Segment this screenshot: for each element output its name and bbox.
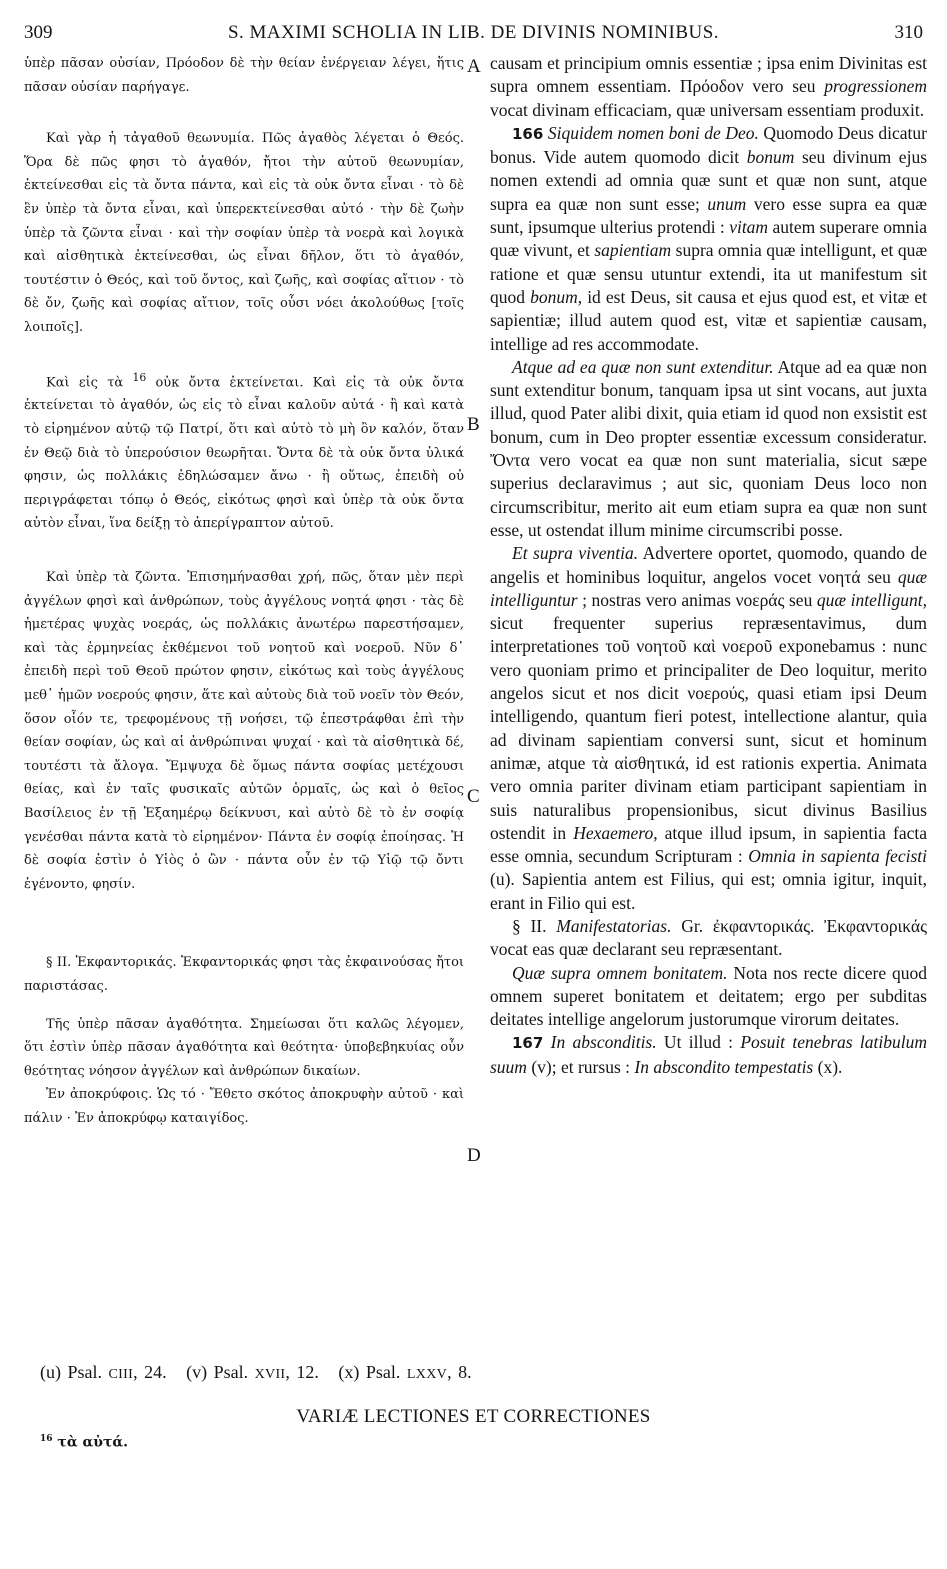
latin-text: ; nostras vero animas (577, 589, 736, 610)
latin-paragraph (490, 962, 927, 1032)
latin-text: supra omnia quæ intelligunt, et quæ ratione et quæ sensu utuntur extendi, ita ut manifestum sit quod (490, 240, 928, 307)
greek-term: νοερούς, (687, 683, 749, 704)
running-header (24, 22, 923, 48)
latin-text: Advertere oportet, quomodo, quando de angelis et hominibus loquitur, angelos vocet (490, 543, 928, 587)
latin-text: Gr. (671, 915, 713, 936)
margin-letter-c: C (467, 786, 480, 807)
latin-text: Nota nos recte dicere quod omnem superet bonitatem et deitatem; ergo per subditas deitates intellige angelorum justorumque virorum deitates. (490, 962, 928, 1030)
greek-term: τὰ αἰσθητικά, (591, 752, 690, 773)
reference-verse: , 12. (285, 1362, 319, 1382)
latin-text: vocat eas quæ declarant seu repræsentant. (490, 939, 783, 960)
latin-text: seu (784, 589, 817, 610)
greek-term: Ὄντα (490, 450, 530, 471)
greek-term: ἐκφαντορικάς. Ἐκφαντορικάς (712, 915, 928, 936)
latin-text: Ut illud : (656, 1032, 741, 1053)
latin-paragraph (490, 122, 927, 356)
latin-italic: In absconditis. (550, 1032, 657, 1053)
latin-text: atque illud ipsum, in sapientia facta esse omnia, secundum Scripturam : (490, 822, 927, 867)
greek-term: τοῦ νοητοῦ καὶ νοεροῦ (605, 636, 773, 657)
latin-text: seu divinum ejus nomen extendi ad omnia quæ sunt et quæ non sunt, atque supra ea quæ non sunt esse; (490, 147, 928, 214)
reference-u (40, 1362, 167, 1382)
latin-text: autem superare omnia quæ vivunt, et (490, 217, 927, 261)
latin-italic: Siquidem nomen boni de Deo. (547, 122, 759, 143)
variae-title: VARIÆ LECTIONES ET CORRECTIONES (296, 1406, 651, 1427)
reference-label: (v) Psal. (186, 1362, 255, 1382)
margin-letter-b: B (467, 414, 480, 435)
latin-paragraph (490, 356, 927, 542)
greek-term: νοεράς (735, 589, 785, 610)
page-number-left: 309 (24, 22, 53, 43)
latin-italic: Atque ad ea quæ non sunt extenditur. (512, 356, 774, 377)
latin-italic: bonum, (530, 286, 583, 307)
reference-numeral: CIII (108, 1366, 134, 1382)
footnote-marker: 16 (132, 370, 147, 384)
reference-label: (u) Psal. (40, 1362, 109, 1382)
running-title: S. MAXIMI SCHOLIA IN LIB. DE DIVINIS NOMINIBUS. (227, 22, 720, 43)
latin-text: (u). Sapientia antem est Filius, qui est; omnia igitur, inquit, erant in Filio qui est. (490, 869, 927, 913)
latin-italic: Manifestatorias. (556, 915, 672, 936)
greek-paragraph: Καὶ γὰρ ἡ τἀγαθοῦ θεωνυμία. Πῶς ἀγαθὸς λέγεται ὁ Θεός. Ὅρα δὲ πῶς φησι τὸ ἀγαθόν, ἤτοι τὴν αὐτοῦ θεωνυμίαν, ἐκτείνεσθαι εἰς τὰ ὄντα πάντα, καὶ εἰς τὰ οὐκ ὄντα εἶναι · τὸ δὲ ἓν ὑπὲρ τὰ ὄντα εἶναι, καὶ ὑπερεκτείνεσθαι αὐτό · τὴν δὲ ζωὴν ὑπὲρ τὰ ζῶντα εἶναι · καὶ τὴν σοφίαν ὑπὲρ τὰ νοερὰ καὶ λογικὰ καὶ αἰσθητικὰ ἐκτείνεσθαι, ὡς εἶναι δῆλον, ὅτι τὸ ἀγαθόν, τουτέστιν ὁ Θεός, καὶ τοῦ ὄντος, καὶ ζωῆς, καὶ σοφίας αἴτιον · τὸ δὲ ὄν, ζωῆς καὶ σοφίας αἴτιον, τοῖς οὖσι νόει ἀκολούθως [τοῖς λοιποῖς]. (24, 131, 464, 335)
latin-italic: quæ intelliguntur (490, 566, 927, 610)
latin-italic: bonum (746, 147, 795, 168)
greek-paragraph: Ἐν ἀποκρύφοις. Ὡς τό · Ἔθετο σκότος ἀποκρυφὴν αὐτοῦ · καὶ πάλιν · Ἐν ἀποκρύφῳ καταιγίδος. (24, 1087, 464, 1126)
latin-italic: unum (707, 193, 747, 214)
margin-letter-d: D (467, 1145, 481, 1166)
latin-text: causam et principium omnis essentiæ ; ipsa enim Divinitas est supra omnem essentiam. (490, 53, 927, 97)
latin-italic: progressionem (824, 76, 927, 97)
latin-paragraph (490, 52, 927, 122)
latin-text: (x). (813, 1056, 843, 1077)
variae-text: τὰ αὐτά. (52, 1434, 129, 1451)
greek-text: οὐκ ὄντα ἐκτείνεται. Καὶ εἰς τὰ οὐκ ὄντα ἐκτείνεται τὸ ἀγαθόν, ὡς εἰς τὸ εἶναι καλοῦν αὐτά · ἢ καὶ κατὰ τὸ εἰρημένον αὐτῷ τῷ Πατρί, ὅτι καὶ αὐτὸ τὸ μὴ ὂν καλόν, ὅταν ἐν Θεῷ διὰ τὸ ὑπερούσιον θεωρῆται. Ὄντα δὲ τὰ οὐκ ὄντα ὑλικά φησιν, ὡς πολλάκις ἐδηλώσαμεν ἄνω · ἢ οὕτως, ἐπειδὴ οὐ περιγράφεται τόπῳ ὁ Θεός, εἰκότως φησὶ καὶ ὑπὲρ τὰ οὐκ ὄντα αὐτὸν εἶναι, ἵνα δείξῃ τὸ ἀπερίγραπτον αὐτοῦ. (24, 374, 464, 532)
latin-text: id est rationis expertia. Animata vero omnia pariter divinam etiam participant sapientiam in suis naturalibus propensionibus, sicut divinus Basilius ostendit in (490, 752, 927, 843)
greek-column (24, 52, 464, 1130)
latin-text: exponebamus : nunc vero quoniam primo et principaliter de Deo loquitur, merito angelos sicut et nos dicit (490, 636, 927, 704)
reference-label: (x) Psal. (338, 1362, 407, 1382)
latin-text: sicut frequenter superius repræsentavimus, dum interpretationes (490, 613, 927, 657)
latin-text: (v); et rursus : (526, 1056, 635, 1077)
greek-text: Καὶ εἰς τὰ (46, 374, 133, 390)
latin-italic: vitam (729, 217, 769, 238)
latin-text: vero esse supra ea quæ sunt, ipsumque ulterius protendi : (490, 193, 927, 238)
latin-text: § II. (512, 915, 557, 936)
latin-italic: Posuit tenebras latibulum suum (490, 1032, 928, 1077)
latin-paragraph (490, 1031, 927, 1079)
latin-italic: Et supra viventia. (512, 543, 639, 564)
latin-text: vocat divinam efficaciam, quæ universam essentiam produxit. (490, 99, 925, 120)
greek-paragraph: Καὶ ὑπὲρ τὰ ζῶντα. Ἐπισημήνασθαι χρή, πῶς, ὅταν μὲν περὶ ἀγγέλων φησὶ καὶ ἀνθρώπων, τοὺς ἀγγέλους νοητά φησι · τὰς δὲ ἡμετέρας ψυχὰς νοεράς, ὡς πολλάκις ἀνωτέρω παρεστήσαμεν, καὶ τὰς ἑρμηνείας ἐκθέμενοι τοῦ νοητοῦ καὶ νοεροῦ. Νῦν δ᾽ ἐπειδὴ περὶ τοῦ Θεοῦ πρώτον φησιν, εἰκότως καὶ τοὺς ἀγγέλους μεθ᾽ ἡμῶν νοερούς φησιν, ἅτε καὶ αὐτοὺς διὰ τοῦ νοεῖν τὸν Θεόν, ὅσον οἷόν τε, τρεφομένους τῇ νοήσει, τῷ ἐπεστράφθαι ἐπὶ τὴν θείαν σοφίαν, ὡς καὶ αἱ ἀνθρώπιναι ψυχαί · καὶ τὰ αἰσθητικὰ δέ, τουτέστι τὰ ἄλογα. Ἔμψυχα δὲ ὅμως πάντα σοφίας μετέχουσι θείας, καὶ ἐν ταῖς φυσικαῖς αὐτῶν ὁρμαῖς, ὡς καὶ ὁ θεῖος Βασίλειος ἐν τῇ Ἑξαημέρῳ δείκνυσι, καὶ αὐτὸ δὲ τὸ ἐν σοφίᾳ γενέσθαι πάντα κατὰ τὸ εἰρημένον· Πάντα ἐν σοφίᾳ ἐποίησας. Ἡ δὲ σοφία ἐστὶν ὁ Υἱὸς ὁ ὢν · πάντα οὖν ἐν τῷ Υἱῷ τῷ ὄντι ἐγένοντο, φησίν. (24, 570, 464, 892)
latin-column (490, 52, 927, 1079)
latin-text: vero seu (743, 76, 825, 97)
reference-numeral: LXXV (406, 1366, 448, 1382)
variae-entry (40, 1434, 128, 1451)
greek-paragraph: Τῆς ὑπὲρ πᾶσαν ἀγαθότητα. Σημείωσαι ὅτι καλῶς λέγομεν, ὅτι ἐστὶν ὑπὲρ πᾶσαν ἀγαθότητα καὶ θεότητα· ὑποβεβηκυίας οὖν θεότητας νόησον ἀγγέλων καὶ ἀνθρώπων δικαίων. (24, 1016, 464, 1079)
reference-verse: , 8. (447, 1362, 472, 1382)
latin-paragraph (490, 915, 927, 962)
latin-text: quasi etiam ipsi Deum intelligendo, quantum fieri potest, intellectione alantur, quia ad divinam sapientiam conversi sunt, sicut et hominum animæ, atque (490, 683, 927, 773)
latin-text: Quomodo Deus dicatur bonus. Vide autem quomodo dicit (490, 122, 927, 168)
greek-paragraph: ὑπὲρ πᾶσαν οὐσίαν, Πρόοδον δὲ τὴν θείαν ἐνέργειαν λέγει, ἥτις πᾶσαν οὐσίαν παρήγαγε. (24, 56, 464, 95)
section-number: 167 (512, 1034, 544, 1053)
page-number-right: 310 (894, 22, 923, 43)
footnote-marker: 16 (40, 1434, 53, 1444)
section-number: 166 (512, 124, 544, 143)
greek-paragraph (24, 366, 464, 536)
reference-numeral: XVII (254, 1366, 286, 1382)
latin-italic: Omnia in sapienta fecisti (748, 846, 927, 867)
reference-verse: , 24. (133, 1362, 167, 1382)
reference-v (186, 1362, 319, 1382)
scripture-references (40, 1362, 472, 1383)
latin-italic: quæ intelligunt, (816, 589, 927, 610)
greek-paragraph: § II. Ἐκφαντορικάς. Ἐκφαντορικάς φησι τὰς ἐκφαινούσας ἤτοι παριστάσας. (24, 955, 464, 994)
latin-text: vero vocat ea quæ non sunt materialia, sicut sæpe superius declaravimus ; aut sic, quoniam Deus loco non circumscribitur, merito ait eum etiam supra ea quæ non sunt esse, ut ostendat illum minime circumscribi posse. (490, 450, 927, 540)
latin-text: seu (860, 566, 898, 587)
latin-text: id est Deus, sit causa et ejus quod est, et vitæ et sapientiæ; illud autem quod est, vitæ et sapientiæ causam, intellige ad res accommodate. (490, 286, 928, 354)
reference-x (338, 1362, 471, 1382)
latin-italic: In abscondito tempestatis (634, 1056, 814, 1077)
margin-letter-a: A (467, 56, 481, 77)
latin-text: Atque ad ea quæ non sunt extenditur bonum, tanquam ipsa ut sint vocans, aut juxta illud, quod Pater alibi dixit, quia etiam id quod non exsistit est bonum, cum in Deo propter essentiæ excessum consideratur. (490, 356, 927, 447)
greek-term: νοητά (818, 566, 861, 587)
latin-italic: sapientiam (594, 240, 672, 261)
latin-italic: Hexaemero, (573, 822, 658, 843)
latin-italic: Quæ supra omnem bonitatem. (512, 962, 728, 983)
greek-term: Πρόοδον (679, 76, 744, 97)
latin-paragraph (490, 542, 927, 915)
